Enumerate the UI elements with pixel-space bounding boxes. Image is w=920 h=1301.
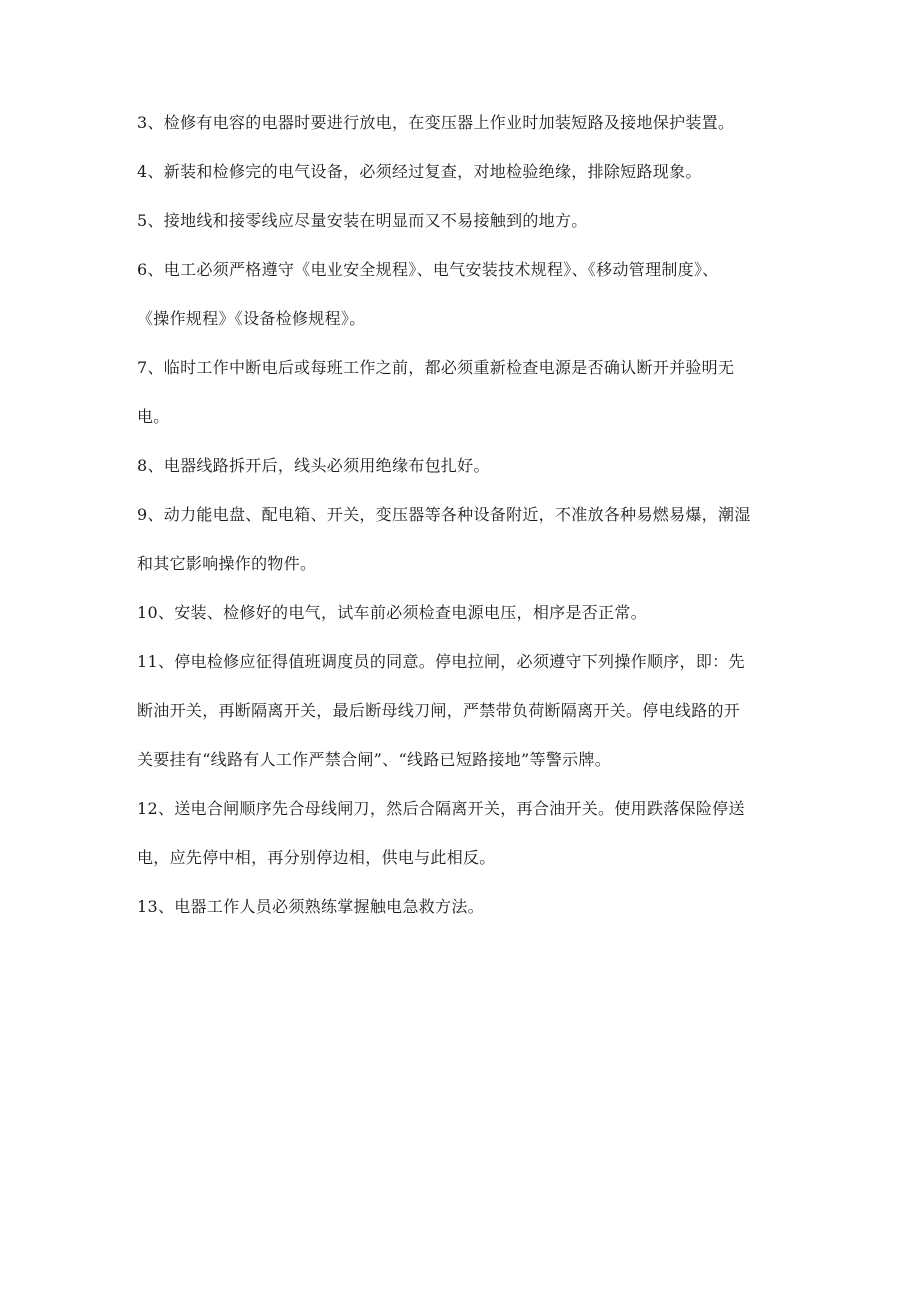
text-line: 9、动力能电盘、配电箱、开关，变压器等各种设备附近，不准放各种易燃易爆，潮湿 [137, 505, 751, 524]
text-line: 电。 [137, 407, 170, 426]
text-line: 6、电工必须严格遵守《电业安全规程》、电气安装技术规程》、《移动管理制度》、 [137, 260, 719, 279]
list-item-13 [137, 882, 782, 931]
list-item-6 [137, 245, 782, 343]
text-line: 断油开关，再断隔离开关，最后断母线刀闸，严禁带负荷断隔离开关。停电线路的开 [137, 701, 741, 720]
text-line: 《操作规程》《设备检修规程》。 [137, 309, 366, 328]
document-body [137, 98, 782, 931]
text-line: 7、临时工作中断电后或每班工作之前，都必须重新检查电源是否确认断开并验明无 [137, 358, 735, 377]
list-item-4 [137, 147, 782, 196]
text-line: 10、安装、检修好的电气，试车前必须检查电源电压，相序是否正常。 [137, 603, 647, 622]
text-line: 3、检修有电容的电器时要进行放电，在变压器上作业时加装短路及接地保护装置。 [137, 113, 735, 132]
text-line: 4、新装和检修完的电气设备，必须经过复查，对地检验绝缘，排除短路现象。 [137, 162, 702, 181]
list-item-8 [137, 441, 782, 490]
list-item-5 [137, 196, 782, 245]
list-item-10 [137, 588, 782, 637]
list-item-9 [137, 490, 782, 588]
list-item-12 [137, 784, 782, 882]
text-line: 和其它影响操作的物件。 [137, 554, 317, 573]
list-item-11 [137, 637, 782, 784]
text-line: 5、接地线和接零线应尽量安装在明显而又不易接触到的地方。 [137, 211, 588, 230]
text-line: 12、送电合闸顺序先合母线闸刀，然后合隔离开关，再合油开关。使用跌落保险停送 [137, 799, 745, 818]
text-line: 11、停电检修应征得值班调度员的同意。停电拉闸，必须遵守下列操作顺序，即：先 [137, 652, 745, 671]
text-line: 关要挂有“线路有人工作严禁合闸”、“线路已短路接地”等警示牌。 [137, 750, 612, 769]
text-line: 13、电器工作人员必须熟练掌握触电急救方法。 [137, 897, 484, 916]
list-item-3 [137, 98, 782, 147]
list-item-7 [137, 343, 782, 441]
text-line: 8、电器线路拆开后，线头必须用绝缘布包扎好。 [137, 456, 490, 475]
text-line: 电，应先停中相，再分别停边相，供电与此相反。 [137, 848, 496, 867]
